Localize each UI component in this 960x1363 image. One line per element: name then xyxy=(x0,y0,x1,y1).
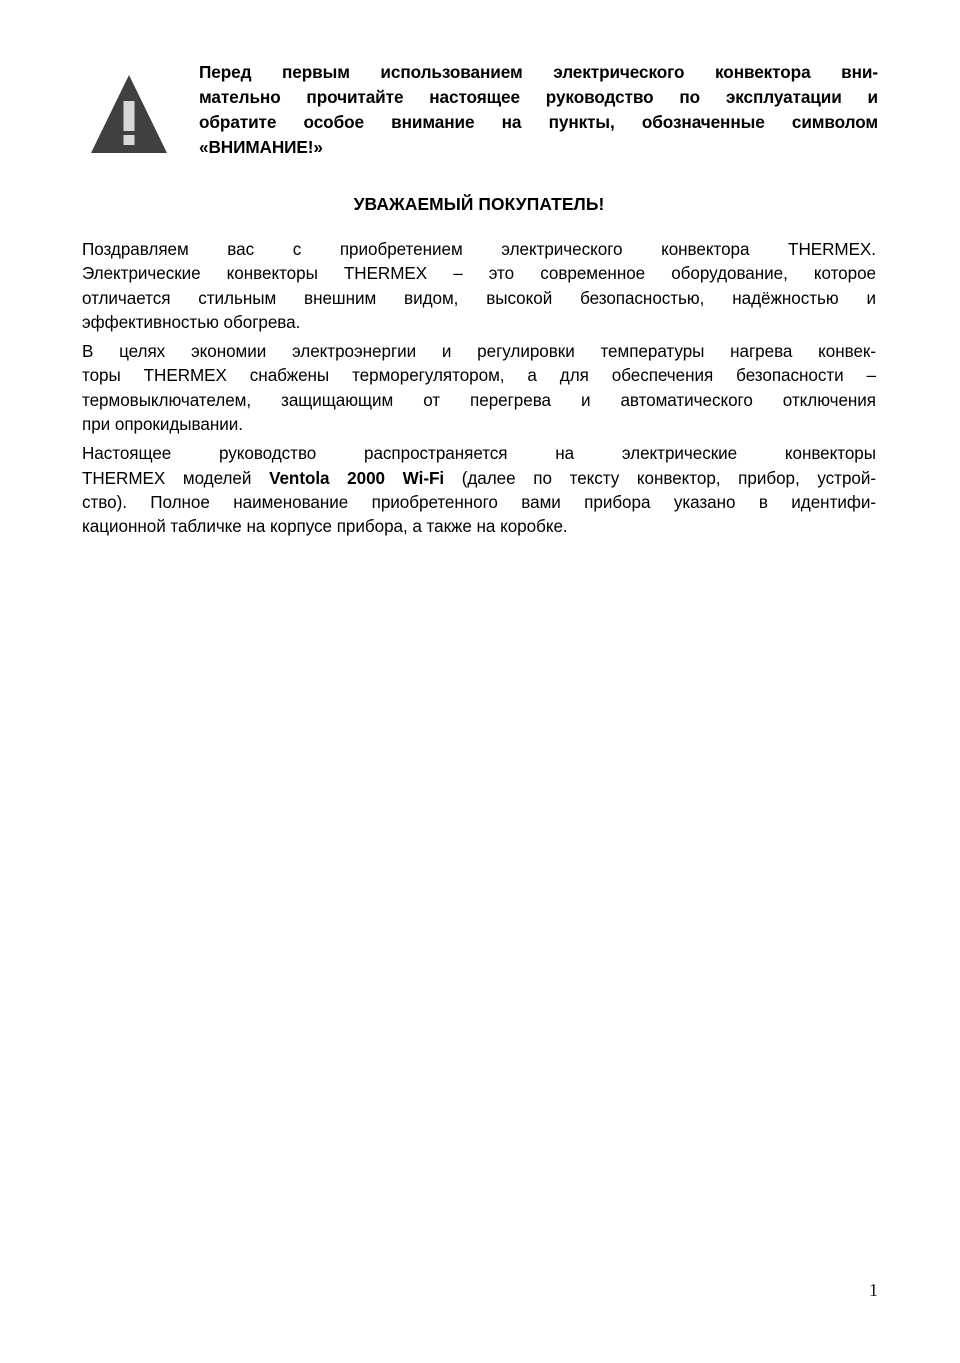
paragraph-energy-saving xyxy=(82,340,876,437)
paragraph-intro-line-4: эффективностью обогрева. xyxy=(82,312,301,332)
warning-text xyxy=(199,60,878,160)
paragraph-intro-line-1: Поздравляем вас с приобретением электрического конвектора THERMEX. xyxy=(82,240,876,259)
paragraph-scope xyxy=(82,442,876,539)
page-title: УВАЖАЕМЫЙ ПОКУПАТЕЛЬ! xyxy=(353,194,605,214)
warning-line-2: мательно прочитайте настоящее руководство по эксплуатации и xyxy=(199,87,878,107)
paragraph-scope-line-2-prefix: THERMEX моделей xyxy=(82,468,270,488)
warning-line-1: Перед первым использованием электрического конвектора вни- xyxy=(199,62,878,82)
body-content xyxy=(82,238,876,545)
warning-triangle-icon xyxy=(89,73,169,157)
paragraph-intro-line-2: Электрические конвекторы THERMEX – это современное оборудование, которое xyxy=(82,264,876,284)
paragraph-energy-saving-line-2: торы THERMEX снабжены терморегулятором, а для обеспечения безопасности – xyxy=(82,366,876,386)
warning-banner xyxy=(82,60,878,160)
paragraph-scope-line-3: ство). Полное наименование приобретенного вами прибора указано в идентифи- xyxy=(82,492,876,512)
paragraph-scope-line-2 xyxy=(82,467,876,491)
paragraph-scope-line-1: Настоящее руководство распространяется на электрические конвекторы xyxy=(82,444,876,464)
warning-line-4: «ВНИМАНИЕ!» xyxy=(199,137,323,157)
paragraph-energy-saving-line-4: при опрокидывании. xyxy=(82,415,243,435)
paragraph-scope-line-4: кационной табличке на корпусе прибора, а также на коробке. xyxy=(82,517,568,537)
paragraph-intro xyxy=(82,238,876,335)
paragraph-energy-saving-line-3: термовыключателем, защищающим от перегрева и автоматического отключения xyxy=(82,390,876,410)
warning-line-3: обратите особое внимание на пункты, обозначенные символом xyxy=(199,112,878,132)
paragraph-scope-line-2-suffix: (далее по тексту конвектор, прибор, устрой- xyxy=(444,468,876,488)
page-number: 1 xyxy=(869,1280,878,1300)
paragraph-intro-line-3: отличается стильным внешним видом, высокой безопасностью, надёжностью и xyxy=(82,288,876,308)
product-model-name: Ventola 2000 Wi-Fi xyxy=(269,468,445,488)
paragraph-energy-saving-line-1: В целях экономии электроэнергии и регулировки температуры нагрева конвек- xyxy=(82,342,876,362)
